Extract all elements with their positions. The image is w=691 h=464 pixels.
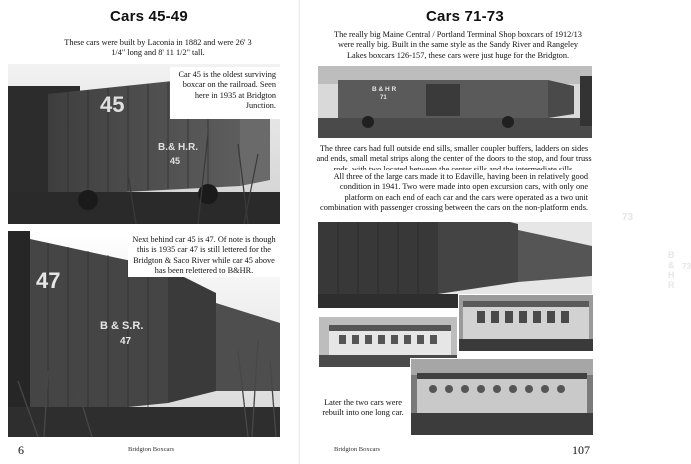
left-page: [0, 0, 300, 464]
left-page-title: Cars 45-49: [110, 8, 188, 25]
left-running-footer: Bridgton Boxcars: [128, 446, 175, 453]
photo-car-71-lettering: B & H R: [372, 86, 397, 93]
right-running-footer: Bridgton Boxcars: [334, 446, 381, 453]
right-intro-text: The really big Maine Central / Portland Terminal Shop boxcars of 1912/13 were really big. Built in the same style as the Sandy River and Rangeley Lakes boxcars 126-157, these cars were just huge for the Bridgton.: [334, 30, 582, 60]
photo-car-47-number-small: 47: [120, 336, 132, 347]
photo-rebuilt-long-car: [410, 358, 594, 436]
photo-car-47-lettering: B & S.R.: [100, 320, 144, 332]
photo-car-45-lettering: B.& H.R.: [158, 142, 198, 153]
photo-car-73-number-small: 73: [682, 262, 691, 271]
left-page-number: 6: [18, 443, 24, 457]
car45-caption: Car 45 is the oldest surviving boxcar on the railroad. Seen here in 1935 at Bridgton Junction.: [178, 70, 276, 110]
photo-car-45-number: 45: [100, 92, 125, 117]
car47-caption: Next behind car 45 is 47. Of note is though this is 1935 car 47 is still lettered for the Bridgton & Saco River while car 45 above has been relettered to B&HR.: [132, 235, 276, 275]
photo-car-71: [318, 66, 592, 138]
photo-car-71-number: 71: [380, 95, 387, 101]
photo-car-45-number-small: 45: [170, 156, 181, 166]
photo-car-73-lettering: B & H R: [668, 250, 675, 290]
photo-car-73-number: 73: [622, 212, 634, 223]
left-intro-text: These cars were built by Laconia in 1882 and were 26' 3 1/4" long and 8' 11 1/2" tall.: [64, 38, 252, 58]
photo-car-47-number: 47: [36, 268, 61, 293]
rebuilt-caption: Later the two cars were rebuilt into one long car.: [322, 398, 404, 418]
right-page-title: Cars 71-73: [426, 8, 504, 25]
car45-caption-box: [170, 67, 280, 119]
right-page: [300, 0, 691, 464]
edaville-text-box: [316, 170, 592, 222]
right-edaville-text: All three of the large cars made it to Edaville, having been in relatively good condition in 1941. Two were made into open excursion cars, with only one platform on each end of each car and the cars were operated as a two unit combination with passenger crossing between the cars on the non-platform ends.: [320, 172, 588, 212]
right-details-text: The three cars had full outside end sills, smaller coupler buffers, ladders on sides and ends, small metal strips along the center of the doors to the stop, and four truss: [316, 144, 592, 164]
car47-caption-box: [128, 233, 280, 277]
right-page-number: 107: [572, 443, 590, 457]
photo-excursion-car-right: [458, 294, 594, 352]
